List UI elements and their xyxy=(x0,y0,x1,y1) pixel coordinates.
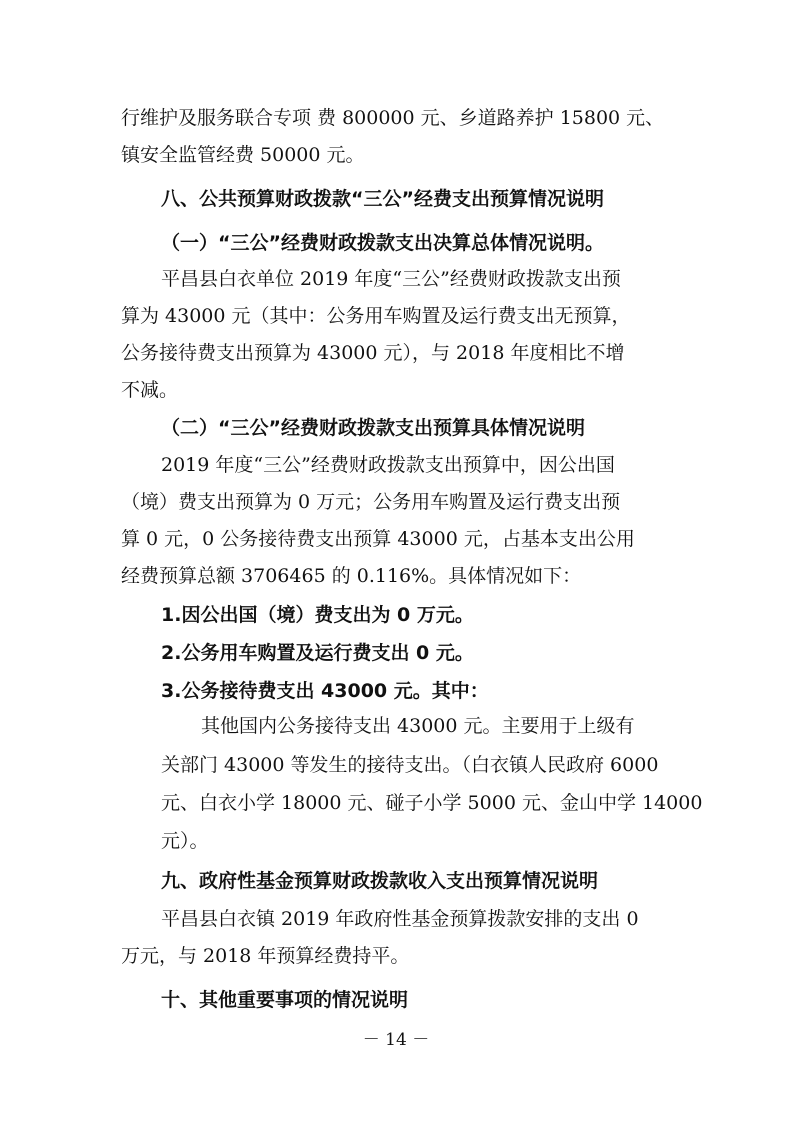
section-heading: 九、政府性基金预算财政拨款收入支出预算情况说明 xyxy=(161,870,599,892)
paragraph-line: 元、白衣小学 18000 元、碰子小学 5000 元、金山中学 14000 xyxy=(161,792,703,814)
paragraph-line: 其他国内公务接待支出 43000 元。主要用于上级有 xyxy=(201,715,635,737)
paragraph-line: 公务接待费支出预算为 43000 元），与 2018 年度相比不增 xyxy=(121,342,625,364)
list-item: 3.公务接待费支出 43000 元。其中： xyxy=(161,680,489,702)
paragraph-line: 元）。 xyxy=(161,830,209,852)
paragraph-line: 关部门 43000 等发生的接待支出。（白衣镇人民政府 6000 xyxy=(161,754,659,776)
page-number: － 14 － xyxy=(362,1030,430,1050)
list-item: 2.公务用车购置及运行费支出 0 元。 xyxy=(161,642,474,664)
paragraph-line: 平昌县白衣镇 2019 年政府性基金预算拨款安排的支出 0 xyxy=(161,908,639,930)
paragraph-line: 行维护及服务联合专项 费 800000 元、乡道路养护 15800 元、 xyxy=(121,107,665,129)
paragraph-line: 平昌县白衣单位 2019 年度“三公”经费财政拨款支出预 xyxy=(161,268,621,290)
subsection-heading: （二）“三公”经费财政拨款支出预算具体情况说明 xyxy=(161,417,585,439)
paragraph-line: 镇安全监管经费 50000 元。 xyxy=(121,144,365,166)
paragraph-line: 万元，与 2018 年预算经费持平。 xyxy=(121,945,410,967)
paragraph-line: （境）费支出预算为 0 万元；公务用车购置及运行费支出预 xyxy=(121,491,621,513)
paragraph-line: 不减。 xyxy=(121,379,179,401)
section-heading: 八、公共预算财政拨款“三公”经费支出预算情况说明 xyxy=(161,188,604,210)
paragraph-line: 算为 43000 元（其中：公务用车购置及运行费支出无预算， xyxy=(121,305,631,327)
paragraph-line: 算 0 元，0 公务接待费支出预算 43000 元，占基本支出公用 xyxy=(121,528,635,550)
section-heading: 十、其他重要事项的情况说明 xyxy=(161,989,409,1011)
paragraph-line: 2019 年度“三公”经费财政拨款支出预算中，因公出国 xyxy=(161,454,615,476)
list-item: 1.因公出国（境）费支出为 0 万元。 xyxy=(161,604,474,626)
paragraph-line: 经费预算总额 3706465 的 0.116%。具体情况如下： xyxy=(121,565,582,587)
subsection-heading: （一）“三公”经费财政拨款支出决算总体情况说明。 xyxy=(161,232,604,254)
